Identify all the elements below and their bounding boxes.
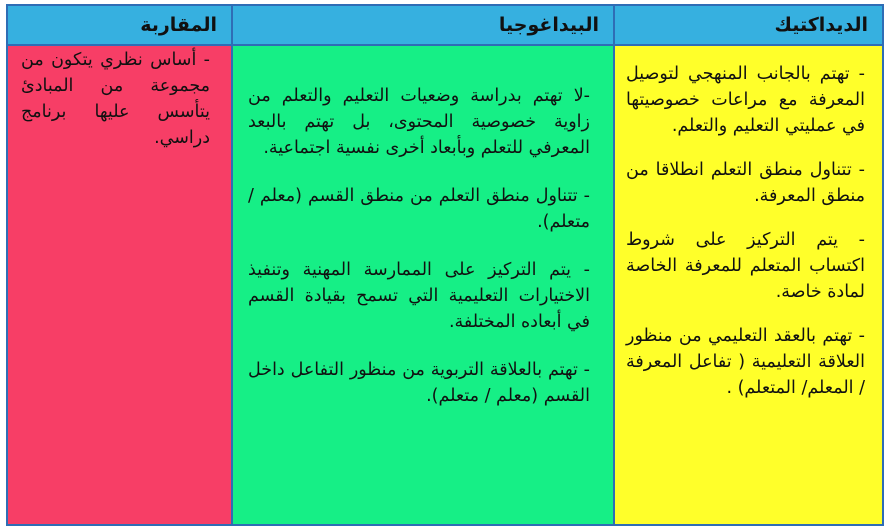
didactics-point: - تهتم بالجانب المنهجي لتوصيل المعرفة مع مراعات خصوصيتها في عمليتي التعليم والتعلم. <box>626 64 865 136</box>
approach-definition: - أساس نظري يتكون من مجموعة من المبادئ يتأسس عليها برنامج دراسي. <box>21 50 210 148</box>
didactics-point: - يتم التركيز على شروط اكتساب المتعلم للمعرفة الخاصة لمادة خاصة. <box>626 230 865 302</box>
pedagogy-point: - تهتم بالعلاقة التربوية من منظور التفاعل داخل القسم (معلم / متعلم). <box>248 360 590 406</box>
comparison-table <box>6 4 884 526</box>
header-row <box>7 5 883 45</box>
header-pedagogy: البيداغوجيا <box>232 5 614 45</box>
content-row <box>7 45 883 525</box>
pedagogy-point: - تتناول منطق التعلم من منطق القسم (معلم / متعلم). <box>248 186 590 232</box>
pedagogy-cell <box>232 45 614 525</box>
pedagogy-point: -لا تهتم بدراسة وضعيات التعليم والتعلم من زاوية خصوصية المحتوى، بل تهتم بالبعد المعرفي للتعلم وبأبعاد أخرى نفسية اجتماعية. <box>248 86 590 158</box>
didactics-cell <box>614 45 883 525</box>
approach-cell <box>7 45 232 525</box>
didactics-point: - تهتم بالعقد التعليمي من منظور العلاقة التعليمية ( تفاعل المعرفة / المعلم/ المتعلم) . <box>626 326 865 398</box>
didactics-point: - تتناول منطق التعلم انطلاقا من منطق المعرفة. <box>626 160 865 206</box>
comparison-table-container <box>6 4 882 526</box>
pedagogy-point: - يتم التركيز على الممارسة المهنية وتنفيذ الاختيارات التعليمية التي تسمح بقيادة القسم في أبعاده المختلفة. <box>248 260 590 332</box>
header-didactics: الديداكتيك <box>614 5 883 45</box>
header-approach: المقاربة <box>7 5 232 45</box>
